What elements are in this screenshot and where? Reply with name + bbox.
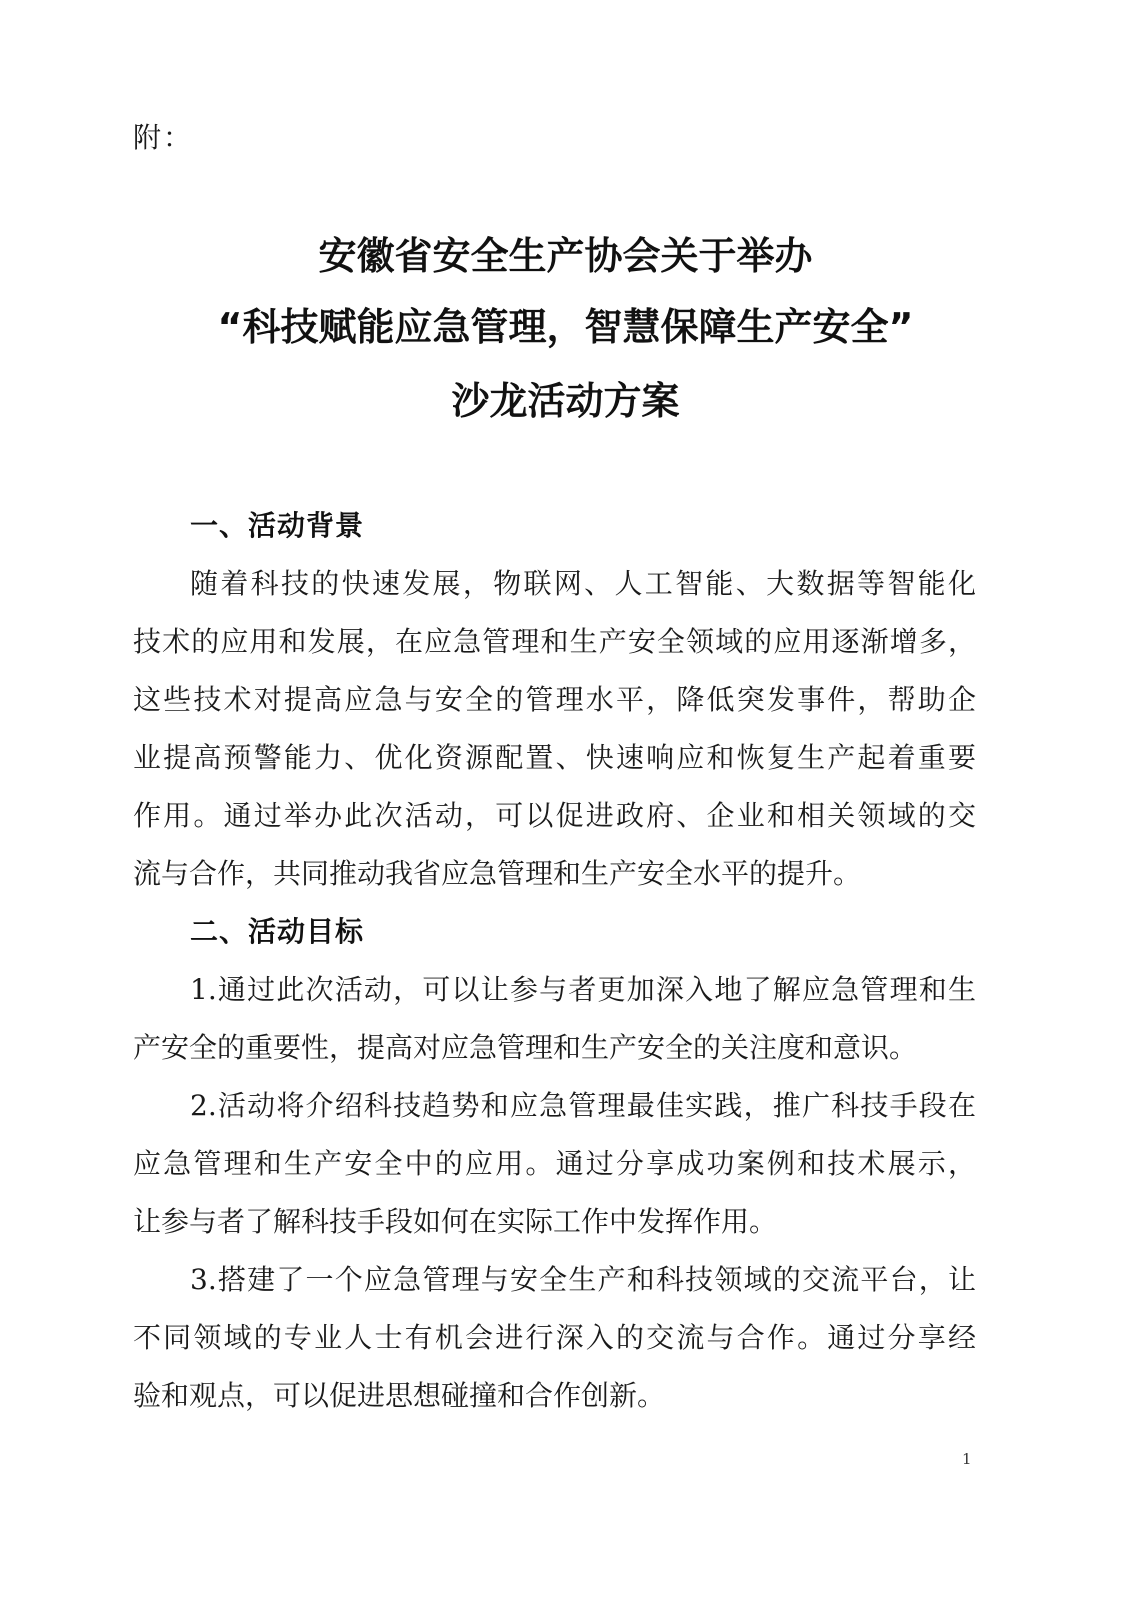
document-title-line-1: 安徽省安全生产协会关于举办	[318, 234, 813, 278]
paragraph-line: 让参与者了解科技手段如何在实际工作中发挥作用。	[133, 1205, 778, 1238]
paragraph-line: 1.通过此次活动，可以让参与者更加深入地了解应急管理和生	[190, 973, 976, 1006]
paragraph-line: 业提高预警能力、优化资源配置、快速响应和恢复生产起着重要	[133, 741, 976, 774]
paragraph-line: 流与合作，共同推动我省应急管理和生产安全水平的提升。	[133, 857, 862, 890]
document-title-line-2: “科技赋能应急管理，智慧保障生产安全”	[217, 305, 914, 349]
document-title-line-3: 沙龙活动方案	[451, 379, 680, 423]
paragraph-line: 技术的应用和发展，在应急管理和生产安全领域的应用逐渐增多，	[133, 625, 976, 658]
paragraph-line: 应急管理和生产安全中的应用。通过分享成功案例和技术展示，	[133, 1147, 976, 1180]
paragraph-line: 随着科技的快速发展，物联网、人工智能、大数据等智能化	[190, 567, 976, 600]
paragraph-line: 3.搭建了一个应急管理与安全生产和科技领域的交流平台，让	[190, 1263, 976, 1296]
page-number: 1	[962, 1450, 972, 1468]
paragraph-line: 作用。通过举办此次活动，可以促进政府、企业和相关领域的交	[133, 799, 976, 832]
paragraph-line: 2.活动将介绍科技趋势和应急管理最佳实践，推广科技手段在	[190, 1089, 976, 1122]
section-heading-goals: 二、活动目标	[190, 915, 365, 948]
attachment-label: 附：	[133, 121, 194, 154]
paragraph-line: 验和观点，可以促进思想碰撞和合作创新。	[133, 1379, 666, 1412]
paragraph-line: 不同领域的专业人士有机会进行深入的交流与合作。通过分享经	[133, 1321, 976, 1354]
paragraph-line: 这些技术对提高应急与安全的管理水平，降低突发事件，帮助企	[133, 683, 976, 716]
section-heading-background: 一、活动背景	[190, 509, 365, 542]
paragraph-line: 产安全的重要性，提高对应急管理和生产安全的关注度和意识。	[133, 1031, 918, 1064]
